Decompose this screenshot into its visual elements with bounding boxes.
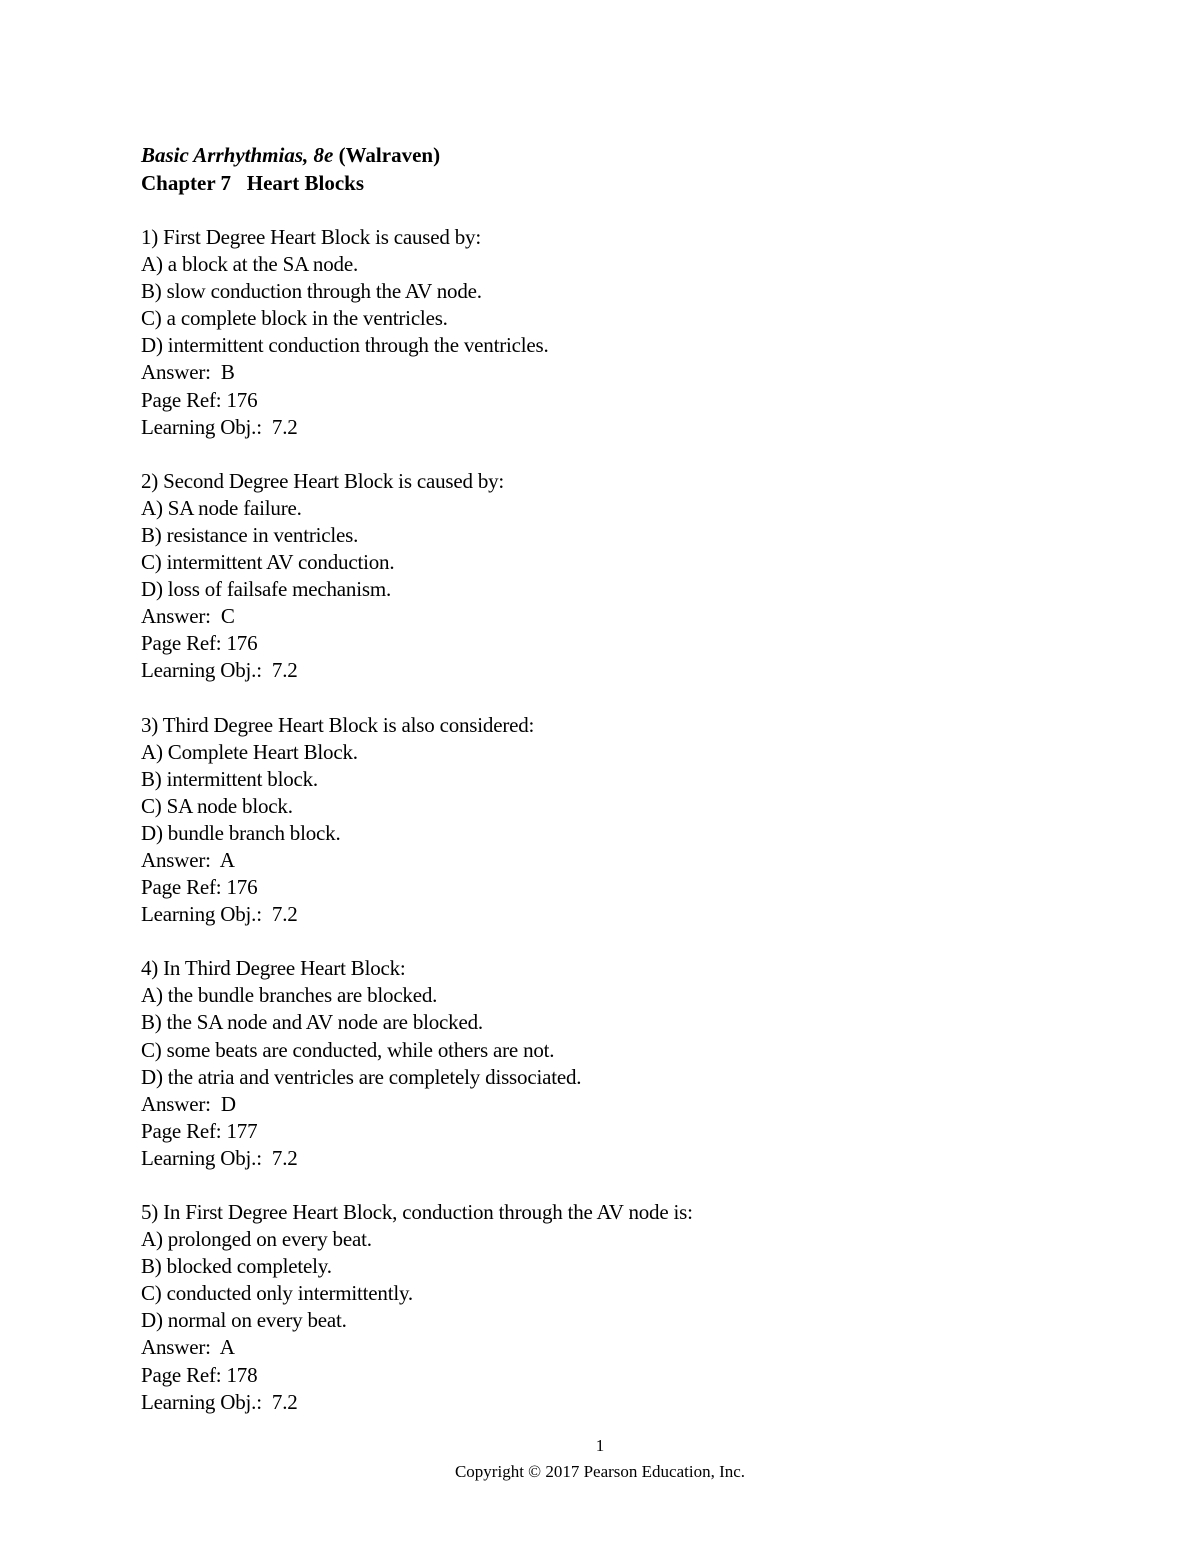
option-c: C) conducted only intermittently. bbox=[141, 1281, 413, 1306]
page-ref: Page Ref: 176 bbox=[141, 875, 258, 900]
option-c: C) a complete block in the ventricles. bbox=[141, 306, 448, 331]
book-title: Basic Arrhythmias, 8e bbox=[141, 143, 334, 167]
option-a: A) the bundle branches are blocked. bbox=[141, 983, 438, 1008]
learning-obj: Learning Obj.: 7.2 bbox=[141, 1145, 298, 1170]
option-b: B) resistance in ventricles. bbox=[141, 522, 359, 547]
page-ref: Page Ref: 177 bbox=[141, 1118, 258, 1143]
option-d: D) loss of failsafe mechanism. bbox=[141, 577, 392, 602]
option-c: C) some beats are conducted, while others are not. bbox=[141, 1037, 555, 1062]
question-stem: 5) In First Degree Heart Block, conduction through the AV node is: bbox=[141, 1200, 693, 1224]
page-ref: Page Ref: 176 bbox=[141, 631, 258, 656]
page-content bbox=[141, 141, 1101, 1416]
option-b: B) intermittent block. bbox=[141, 766, 318, 791]
question-5 bbox=[141, 1199, 1101, 1416]
option-a: A) Complete Heart Block. bbox=[141, 739, 358, 764]
copyright-notice: Copyright © 2017 Pearson Education, Inc. bbox=[454, 1462, 746, 1481]
learning-obj: Learning Obj.: 7.2 bbox=[141, 1389, 298, 1414]
option-a: A) SA node failure. bbox=[141, 495, 302, 520]
question-2 bbox=[141, 468, 1101, 685]
option-d: D) normal on every beat. bbox=[141, 1308, 347, 1333]
learning-obj: Learning Obj.: 7.2 bbox=[141, 658, 298, 683]
page-ref: Page Ref: 178 bbox=[141, 1362, 258, 1387]
answer: Answer: A bbox=[141, 847, 235, 872]
chapter-title: Chapter 7 Heart Blocks bbox=[141, 171, 365, 195]
option-c: C) intermittent AV conduction. bbox=[141, 550, 395, 575]
question-stem: 1) First Degree Heart Block is caused by: bbox=[141, 225, 481, 249]
learning-obj: Learning Obj.: 7.2 bbox=[141, 902, 298, 927]
question-4 bbox=[141, 955, 1101, 1172]
option-c: C) SA node block. bbox=[141, 793, 293, 818]
question-stem: 3) Third Degree Heart Block is also considered: bbox=[141, 712, 535, 737]
option-d: D) the atria and ventricles are completely dissociated. bbox=[141, 1064, 582, 1089]
option-d: D) bundle branch block. bbox=[141, 820, 341, 845]
question-1 bbox=[141, 224, 1101, 441]
answer: Answer: B bbox=[141, 360, 235, 385]
option-b: B) blocked completely. bbox=[141, 1254, 332, 1279]
book-title-line bbox=[141, 141, 1101, 169]
book-author: (Walraven) bbox=[338, 143, 441, 167]
answer: Answer: C bbox=[141, 604, 235, 629]
option-a: A) a block at the SA node. bbox=[141, 252, 359, 277]
answer: Answer: D bbox=[141, 1091, 236, 1116]
answer: Answer: A bbox=[141, 1335, 235, 1360]
option-b: B) slow conduction through the AV node. bbox=[141, 279, 482, 304]
question-stem: 2) Second Degree Heart Block is caused by: bbox=[141, 468, 505, 493]
option-a: A) prolonged on every beat. bbox=[141, 1227, 372, 1252]
question-3 bbox=[141, 712, 1101, 929]
page-number: 1 bbox=[595, 1436, 605, 1455]
option-b: B) the SA node and AV node are blocked. bbox=[141, 1010, 483, 1035]
option-d: D) intermittent conduction through the ventricles. bbox=[141, 333, 549, 358]
question-stem: 4) In Third Degree Heart Block: bbox=[141, 956, 406, 981]
page-ref: Page Ref: 176 bbox=[141, 387, 258, 412]
learning-obj: Learning Obj.: 7.2 bbox=[141, 414, 298, 439]
